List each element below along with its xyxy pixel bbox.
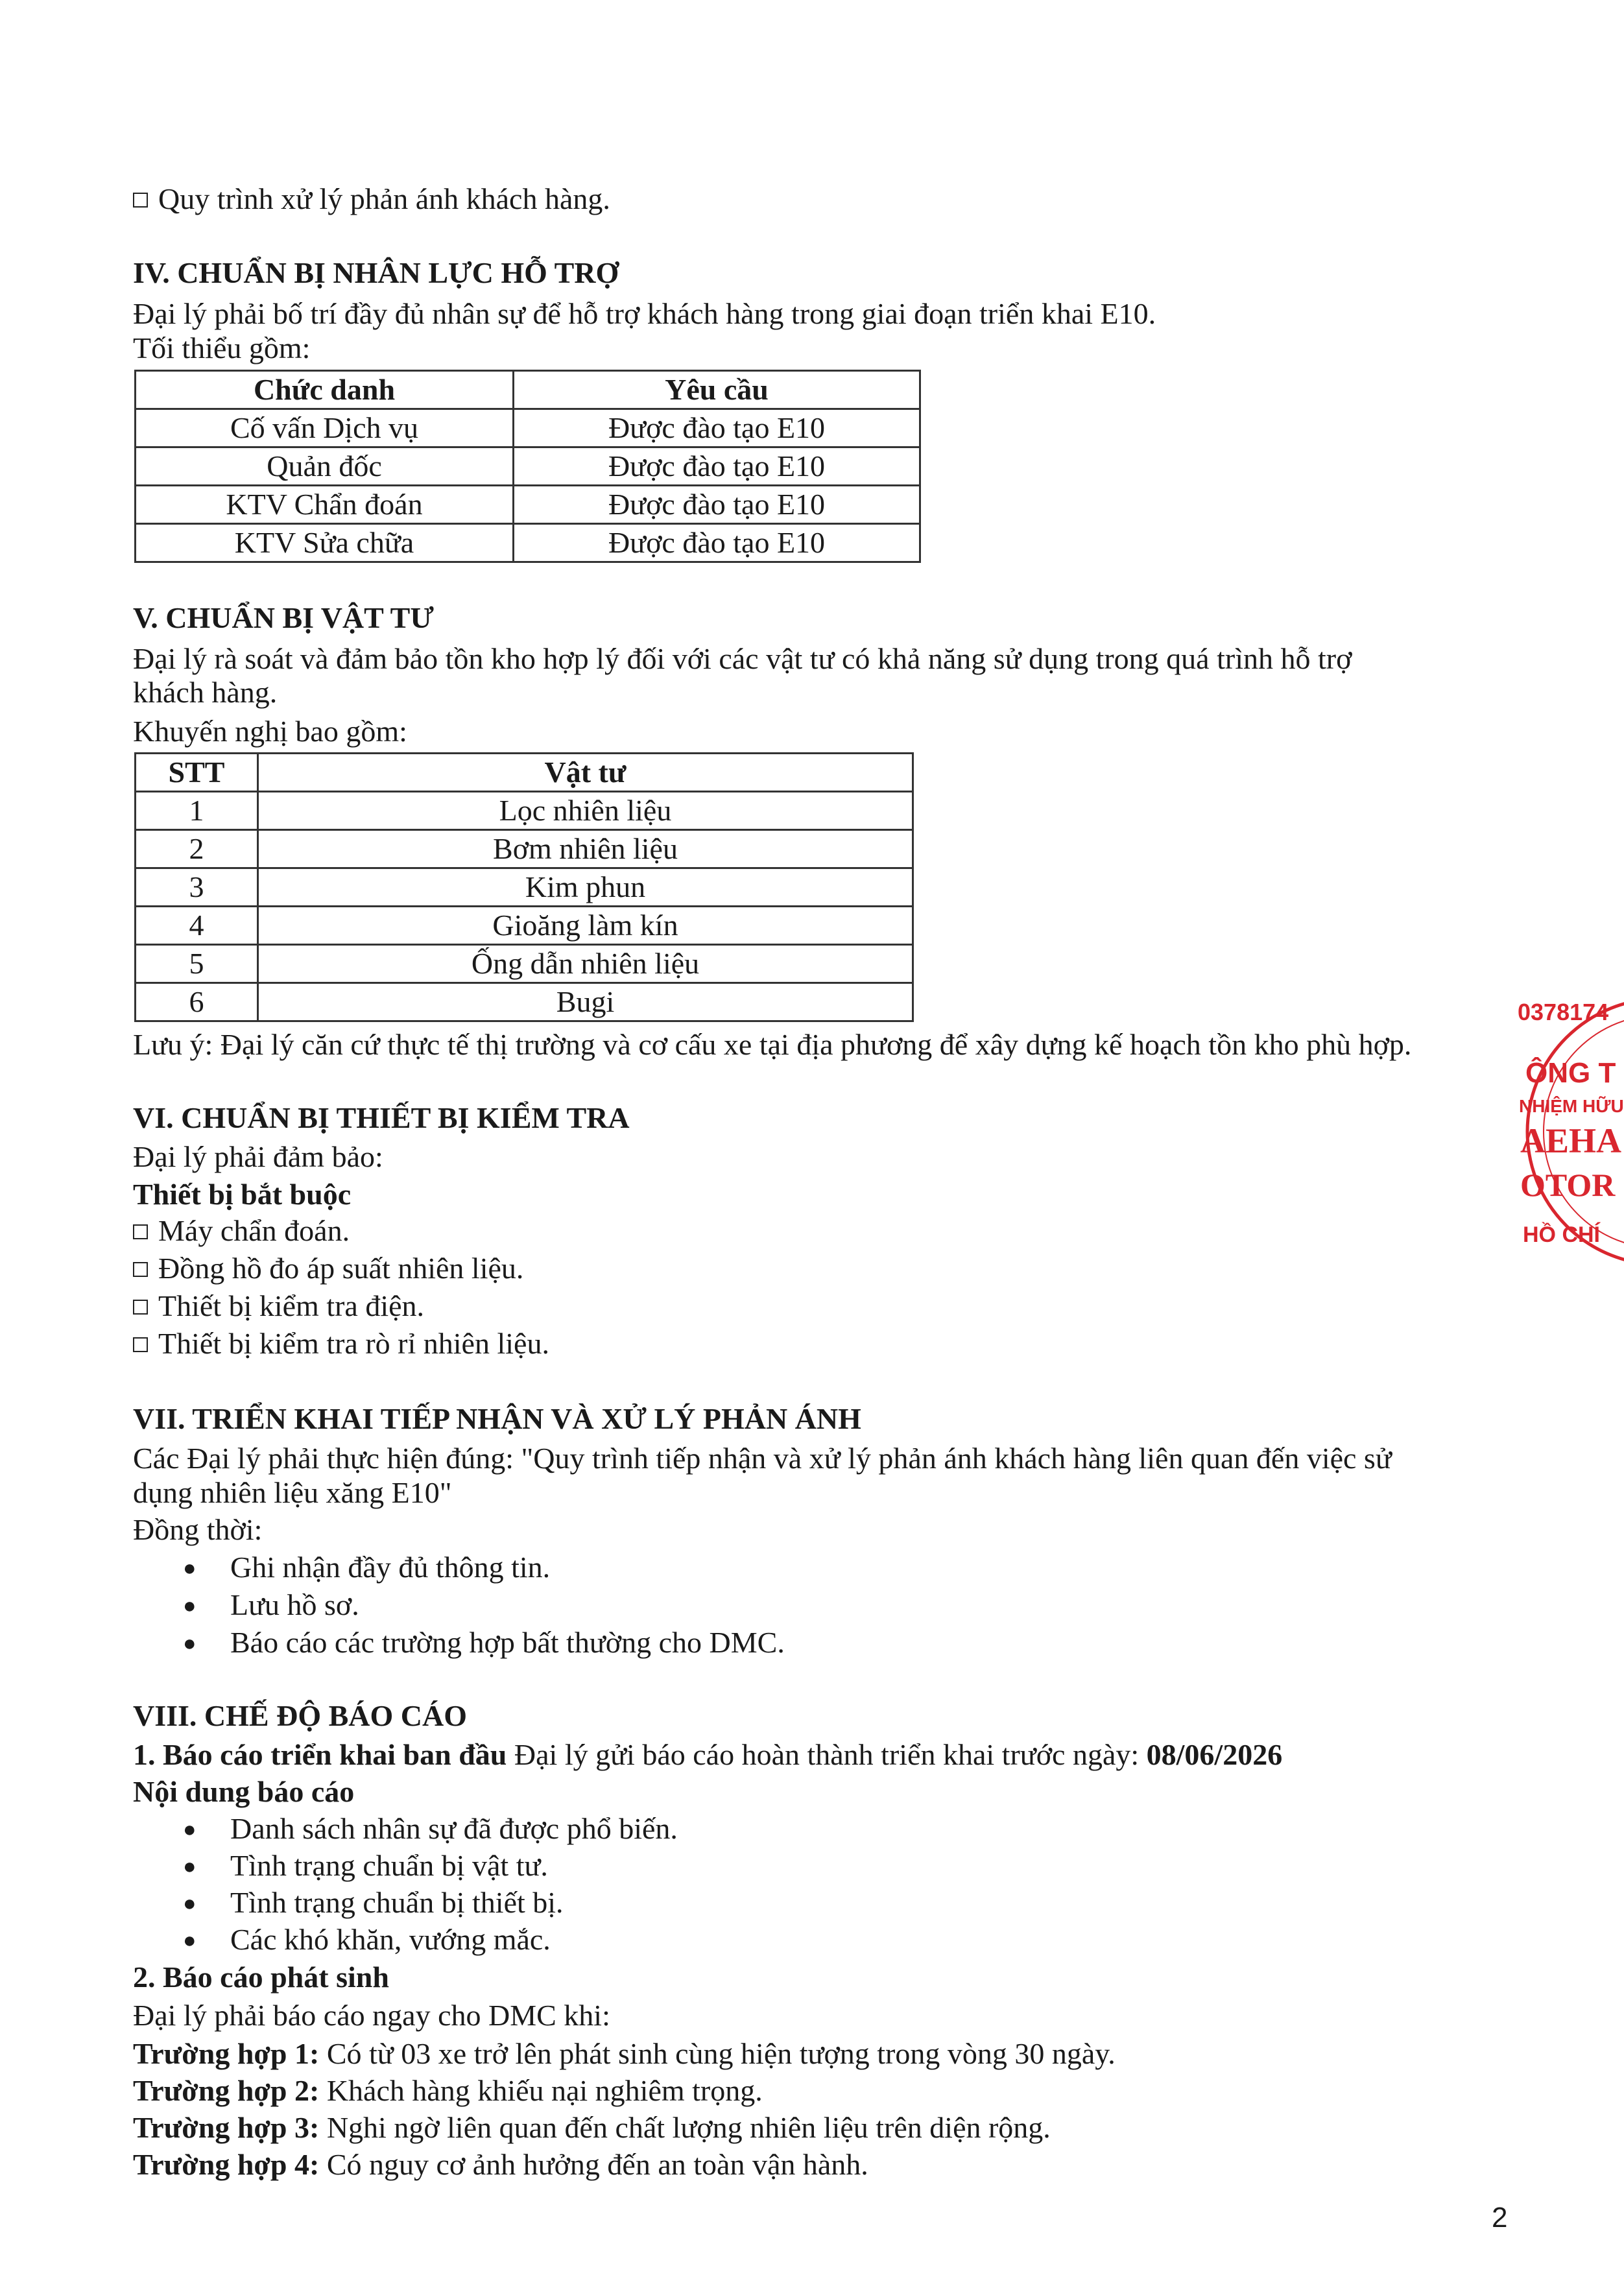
section-7-paragraph-2: Đồng thời:	[133, 1513, 263, 1546]
section-5-paragraph-2: Khuyến nghị bao gồm:	[133, 715, 407, 748]
list-item: Tình trạng chuẩn bị thiết bị.	[230, 1886, 564, 1919]
list-item: Các khó khăn, vướng mắc.	[230, 1923, 551, 1956]
bullet-icon: ●	[183, 1556, 197, 1580]
list-item: Ghi nhận đầy đủ thông tin.	[230, 1551, 551, 1584]
table-cell: Cố vấn Dịch vụ	[136, 409, 514, 447]
staff-table	[134, 370, 921, 563]
stamp-text: NHIỆM HỮU	[1519, 1096, 1624, 1116]
table-header-row	[136, 754, 913, 792]
case-item: Trường hợp 1: Có từ 03 xe trở lên phát sinh cùng hiện tượng trong vòng 30 ngày.	[133, 2037, 1116, 2070]
checkbox-icon	[133, 1224, 148, 1239]
report-incident-text: Đại lý phải báo cáo ngay cho DMC khi:	[133, 1999, 610, 2032]
list-item: Tình trạng chuẩn bị vật tư.	[230, 1849, 548, 1882]
table-cell: Gioăng làm kín	[258, 907, 913, 945]
section-4-paragraph-2: Tối thiểu gồm:	[133, 331, 311, 364]
checkbox-icon	[133, 1300, 148, 1315]
stamp-text: ÔNG T	[1525, 1057, 1616, 1089]
list-item: Báo cáo các trường hợp bất thường cho DMC.	[230, 1626, 785, 1659]
bullet-icon: ●	[183, 1892, 197, 1916]
report-content-label: Nội dung báo cáo	[133, 1775, 355, 1808]
table-header-cell: STT	[136, 754, 258, 792]
intro-item: Quy trình xử lý phản ánh khách hàng.	[133, 181, 610, 217]
table-row	[136, 907, 913, 945]
bullet-icon: ●	[183, 1929, 197, 1953]
list-item: Danh sách nhân sự đã được phổ biến.	[230, 1812, 678, 1845]
table-cell: Bơm nhiên liệu	[258, 830, 913, 868]
equipment-item: Thiết bị kiểm tra điện.	[133, 1288, 424, 1324]
stamp-text: 0378174	[1518, 999, 1609, 1025]
table-row	[136, 945, 913, 983]
table-cell: Được đào tạo E10	[514, 486, 920, 524]
page-number: 2	[1492, 2202, 1508, 2233]
table-row	[136, 447, 920, 486]
stamp-text: HỒ CHÍ	[1523, 1222, 1600, 1247]
section-4-title: IV. CHUẨN BỊ NHÂN LỰC HỖ TRỢ	[133, 256, 619, 289]
table-row	[136, 830, 913, 868]
table-cell: Được đào tạo E10	[514, 524, 920, 562]
section-5-note: Lưu ý: Đại lý căn cứ thực tế thị trường và cơ cấu xe tại địa phương để xây dựng kế hoạch tồn kho phù hợp.	[133, 1028, 1412, 1061]
table-cell: Quản đốc	[136, 447, 514, 486]
case-item: Trường hợp 4: Có nguy cơ ảnh hưởng đến an toàn vận hành.	[133, 2148, 868, 2181]
table-cell: 1	[136, 792, 258, 830]
section-6-subheading: Thiết bị bắt buộc	[133, 1178, 352, 1211]
table-cell: Ống dẫn nhiên liệu	[258, 945, 913, 983]
checkbox-icon	[133, 1337, 148, 1352]
table-cell: 2	[136, 830, 258, 868]
section-5-paragraph: Đại lý rà soát và đảm bảo tồn kho hợp lý đối với các vật tư có khả năng sử dụng trong quá trình hỗ trợ	[133, 642, 1352, 675]
stamp-text: OTOR	[1520, 1167, 1616, 1203]
table-row	[136, 409, 920, 447]
section-5-paragraph-cont: khách hàng.	[133, 676, 278, 709]
bullet-icon: ●	[183, 1632, 197, 1656]
table-cell: Bugi	[258, 983, 913, 1021]
table-cell: 4	[136, 907, 258, 945]
section-8-title: VIII. CHẾ ĐỘ BÁO CÁO	[133, 1699, 468, 1732]
table-cell: Kim phun	[258, 868, 913, 907]
table-cell: Được đào tạo E10	[514, 447, 920, 486]
table-header-cell: Yêu cầu	[514, 371, 920, 409]
table-cell: 3	[136, 868, 258, 907]
equipment-item: Thiết bị kiểm tra rò rỉ nhiên liệu.	[133, 1326, 549, 1362]
section-7-title: VII. TRIỂN KHAI TIẾP NHẬN VÀ XỬ LÝ PHẢN ÁNH	[133, 1402, 861, 1435]
equipment-item: Đồng hồ đo áp suất nhiên liệu.	[133, 1250, 523, 1287]
equipment-item: Máy chẩn đoán.	[133, 1213, 350, 1249]
company-stamp	[1511, 986, 1624, 1278]
table-header-row	[136, 371, 920, 409]
section-6-paragraph: Đại lý phải đảm bảo:	[133, 1140, 383, 1173]
table-cell: 6	[136, 983, 258, 1021]
table-row	[136, 868, 913, 907]
supplies-table	[134, 752, 914, 1022]
report-initial: 1. Báo cáo triển khai ban đầu Đại lý gửi báo cáo hoàn thành triển khai trước ngày: 08/06/2026	[133, 1738, 1283, 1771]
section-7-paragraph: Các Đại lý phải thực hiện đúng: "Quy trình tiếp nhận và xử lý phản ánh khách hàng liên quan đến việc sử	[133, 1442, 1392, 1475]
section-6-title: VI. CHUẨN BỊ THIẾT BỊ KIỂM TRA	[133, 1101, 630, 1134]
report-incident-label: 2. Báo cáo phát sinh	[133, 1960, 389, 1994]
list-item: Lưu hồ sơ.	[230, 1588, 359, 1621]
section-7-paragraph-cont: dụng nhiên liệu xăng E10"	[133, 1476, 452, 1509]
table-header-cell: Chức danh	[136, 371, 514, 409]
table-cell: KTV Sửa chữa	[136, 524, 514, 562]
case-item: Trường hợp 2: Khách hàng khiếu nại nghiêm trọng.	[133, 2074, 763, 2107]
bullet-icon: ●	[183, 1818, 197, 1842]
table-cell: Được đào tạo E10	[514, 409, 920, 447]
table-row	[136, 792, 913, 830]
table-header-cell: Vật tư	[258, 754, 913, 792]
table-cell: KTV Chẩn đoán	[136, 486, 514, 524]
stamp-text: AEHA	[1520, 1121, 1622, 1160]
table-row	[136, 983, 913, 1021]
checkbox-icon	[133, 1262, 148, 1277]
bullet-icon: ●	[183, 1594, 197, 1618]
table-row	[136, 486, 920, 524]
table-cell: 5	[136, 945, 258, 983]
table-row	[136, 524, 920, 562]
checkbox-icon	[133, 193, 148, 208]
bullet-icon: ●	[183, 1855, 197, 1879]
section-5-title: V. CHUẨN BỊ VẬT TƯ	[133, 601, 434, 634]
table-cell: Lọc nhiên liệu	[258, 792, 913, 830]
case-item: Trường hợp 3: Nghi ngờ liên quan đến chất lượng nhiên liệu trên diện rộng.	[133, 2111, 1051, 2144]
section-4-paragraph: Đại lý phải bố trí đầy đủ nhân sự để hỗ trợ khách hàng trong giai đoạn triển khai E10.	[133, 297, 1156, 330]
